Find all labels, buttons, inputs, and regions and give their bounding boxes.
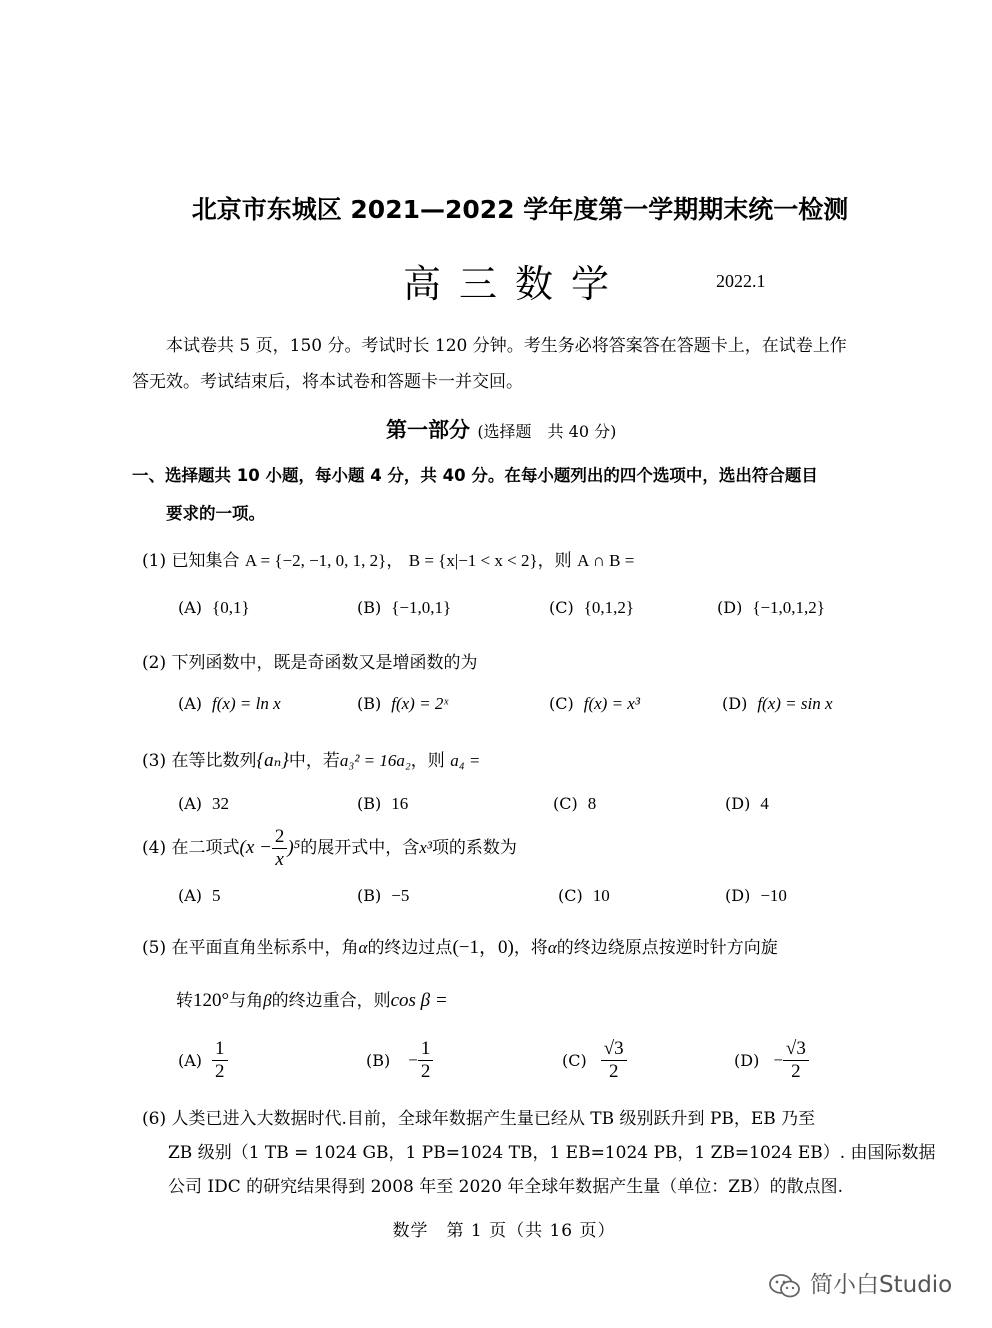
option-fraction [601,1038,627,1083]
alpha-symbol: α [547,938,557,957]
page-footer: 数学 第 1 页（共 16 页） [392,1221,616,1241]
option-sign: − [408,1050,418,1070]
question-number: (6) [142,1109,167,1129]
question-5 [142,932,778,959]
option-value: −5 [391,886,410,905]
fraction-numerator: √3 [783,1038,809,1061]
question-text: 与角 [229,991,264,1011]
option-value: {−1,0,1,2} [752,598,825,617]
question-text: ，则 [537,551,572,571]
option-label: (B) [366,1051,391,1070]
option-a[interactable] [178,794,229,814]
part-title: 第一部分 [386,418,470,442]
section-instructions-cont: 要求的一项。 [166,504,265,523]
option-c[interactable] [558,886,610,906]
exam-title: 北京市东城区 2021—2022 学年度第一学期期末统一检测 [191,195,849,224]
option-value: 5 [212,886,221,905]
question-number: (3) [142,751,167,771]
option-b[interactable] [366,1038,433,1083]
fraction-numerator: 2 [272,826,288,849]
option-fraction [783,1038,809,1083]
term-expr: x³ [419,838,432,857]
watermark-text: 简小白Studio [810,1272,953,1298]
question-2 [142,648,478,673]
question-text: 在二项式 [171,838,240,858]
binomial-left: (x − [239,837,272,858]
binomial-fraction [272,826,288,871]
option-fraction [212,1038,228,1083]
option-label: (C) [558,886,583,905]
question-text: 人类已进入大数据时代.目前，全球年数据产生量已经从 TB 级别跃升到 PB，EB 乃至 [171,1109,816,1129]
exam-date: 2022.1 [716,271,766,291]
fraction-denominator: x [275,849,284,870]
option-label: (A) [178,598,203,617]
question-number: (5) [142,938,167,958]
question-text: 已知集合 [171,551,240,571]
option-value: {−1,0,1} [391,598,452,617]
option-a[interactable] [178,1038,228,1083]
question-6-line-2: ZB 级别（1 TB = 1024 GB，1 PB=1024 TB，1 EB=1024 PB，1 ZB=1024 EB）. 由国际数据 [168,1143,936,1163]
question-3 [142,746,480,772]
question-number: (2) [142,653,167,673]
question-text: 中，若 [288,751,340,771]
option-label: (D) [722,694,748,713]
angle-expr: 120° [193,990,230,1011]
option-value: f(x) = ln x [212,694,281,713]
option-d[interactable] [734,1038,809,1083]
option-value: 10 [592,886,610,905]
option-value: 4 [760,794,769,813]
option-a[interactable] [178,886,221,906]
option-label: (C) [553,794,578,813]
question-text: 的展开式中，含 [300,838,420,858]
question-text: ，将 [513,938,548,958]
option-c[interactable] [562,1038,627,1083]
option-value: 32 [212,794,230,813]
option-b[interactable] [357,694,448,714]
point-expr: (−1，0) [452,937,514,958]
fraction-denominator: 2 [608,1061,619,1082]
section-instructions: 一、选择题共 10 小题，每小题 4 分，共 40 分。在每小题列出的四个选项中，选出符合题目 [132,466,818,485]
question-text: 的终边过点 [367,938,453,958]
exam-instructions: 本试卷共 5 页，150 分。考试时长 120 分钟。考生务必将答案答在答题卡上，在试卷上作答无效。考试结束后，将本试卷和答题卡一并交回。 [132,336,847,392]
fraction-numerator: √3 [601,1038,627,1061]
option-value: f(x) = x³ [583,694,640,713]
alpha-symbol: α [358,938,368,957]
option-label: (D) [734,1051,760,1070]
option-label: (C) [562,1051,587,1070]
fraction-denominator: 2 [791,1061,801,1082]
option-a[interactable] [178,694,281,714]
option-label: (D) [725,886,751,905]
option-value: 8 [587,794,597,813]
option-label: (A) [178,794,203,813]
option-d[interactable] [725,886,787,906]
fraction-denominator: 2 [420,1061,431,1082]
option-label: (D) [717,598,743,617]
beta-symbol: β [263,991,272,1010]
option-value: {0,1,2} [583,598,635,617]
set-a: A = {−2, −1, 0, 1, 2} [244,551,387,570]
subject-title: 高三数学 [403,262,628,306]
question-text: 下列函数中，既是奇函数又是增函数的为 [171,653,478,673]
option-value: −10 [760,886,787,905]
question-text: 在等比数列 [171,751,257,771]
question-text: ，则 [410,751,445,771]
option-label: (B) [357,886,382,905]
sequence-expr: {aₙ} [256,750,289,771]
option-fraction [418,1038,434,1083]
option-b[interactable] [357,794,408,814]
intersection-expr: A ∩ B = [577,551,635,570]
question-5-cont [176,986,448,1012]
option-d[interactable] [717,598,825,618]
set-b: B = {x|−1 < x < 2} [408,551,538,570]
option-sign: − [773,1050,783,1070]
option-value: {0,1} [212,598,250,617]
option-c[interactable] [553,794,596,814]
fraction-denominator: 2 [215,1061,225,1082]
option-c[interactable] [549,598,634,618]
question-text: 转 [176,991,193,1011]
option-c[interactable] [549,694,640,714]
question-number: (4) [142,838,167,858]
option-d[interactable] [725,794,769,814]
option-a[interactable] [178,598,250,618]
question-text: 的终边绕原点按逆时针方向旋 [556,938,778,958]
binomial-right: )⁵ [287,837,301,858]
option-b[interactable] [357,886,409,906]
question-number: (1) [142,551,167,571]
option-value: f(x) = sin x [757,694,833,713]
option-label: (B) [357,694,382,713]
option-value: f(x) = 2ˣ [391,694,449,713]
question-6-line-3: 公司 IDC 的研究结果得到 2008 年至 2020 年全球年数据产生量（单位：ZB）的散点图. [168,1177,844,1197]
question-text: 的终边重合，则 [271,991,391,1011]
cos-expr: cos β = [390,990,448,1011]
question-6 [142,1104,815,1129]
watermark [768,1266,952,1299]
option-label: (C) [549,598,574,617]
option-label: (C) [549,694,574,713]
ask-expr: a₄ = [450,751,481,770]
option-label: (A) [178,886,203,905]
option-label: (A) [178,1051,203,1070]
fraction-numerator: 1 [212,1038,228,1061]
option-d[interactable] [722,694,833,714]
option-value: 16 [391,794,409,813]
option-label: (A) [178,694,203,713]
question-1 [142,546,634,571]
wechat-icon [768,1273,802,1299]
option-label: (B) [357,794,382,813]
question-text: ， [386,551,404,571]
question-4 [142,826,517,871]
option-label: (D) [725,794,751,813]
fraction-numerator: 1 [418,1038,434,1061]
option-b[interactable] [357,598,451,618]
option-label: (B) [357,598,382,617]
equation: a₃² = 16a₂ [339,751,411,770]
part-note: (选择题 共 40 分) [477,422,617,441]
question-text: 在平面直角坐标系中，角 [171,938,359,958]
question-text: 项的系数为 [431,838,517,858]
part-heading [386,414,616,444]
